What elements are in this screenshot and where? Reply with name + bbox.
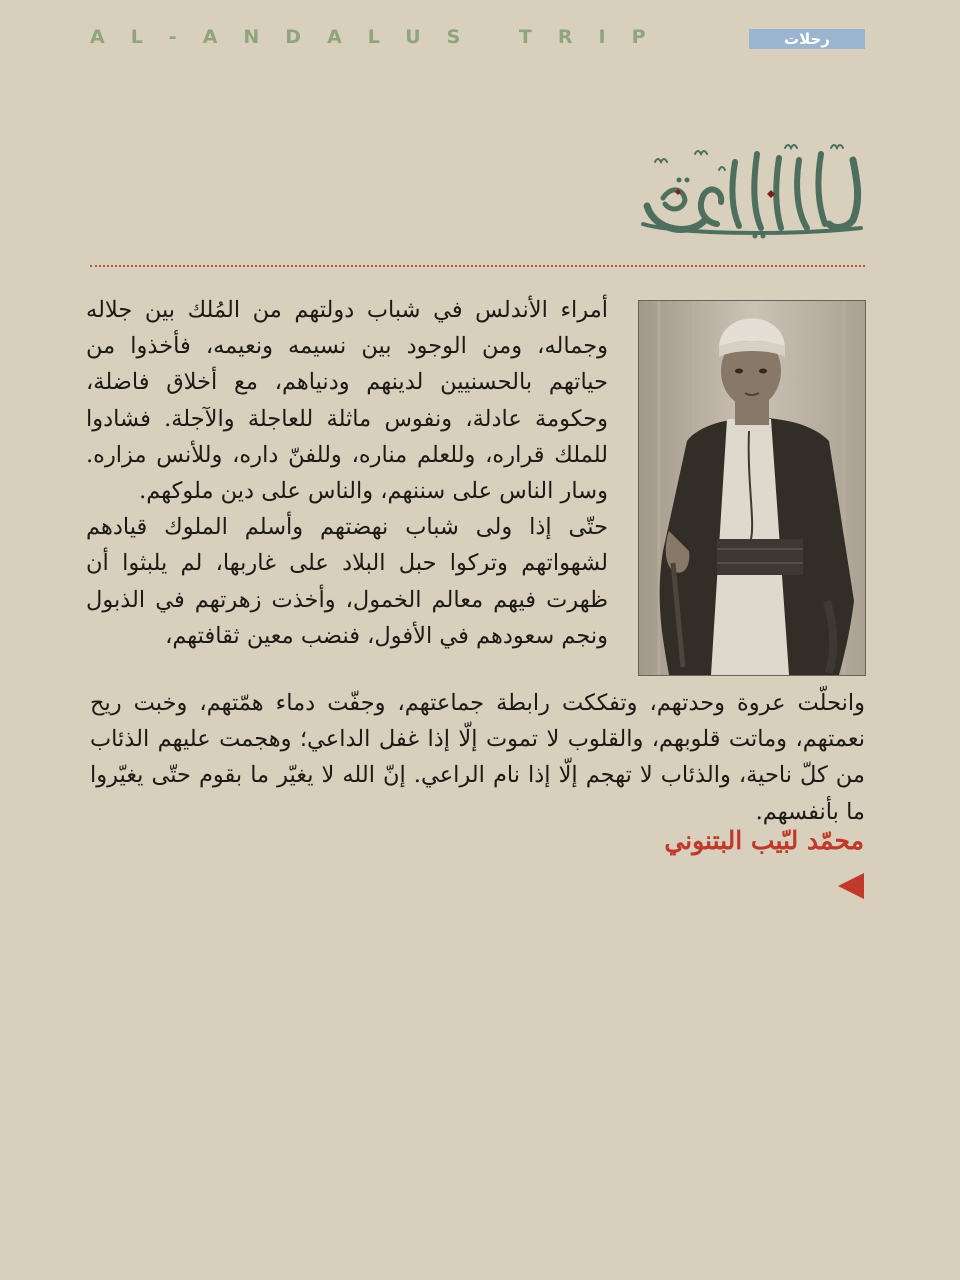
header-latin-title: AL-ANDALUS TRIP [90, 26, 672, 48]
title-divider [90, 265, 865, 267]
portrait-photo [638, 300, 866, 676]
author-name: محمّد لبّيب البتنوني [664, 826, 864, 855]
article-paragraph: وانحلّت عروة وحدتهم، وتفككت رابطة جماعتهم، وجفّت دماء همّتهم، وخبت ريح نعمتهم، وماتت قلوبهم، والقلوب لا تموت إلّا إذا غفل الداعي؛ وهجمت عليهم الذئاب من كلّ ناحية، والذئاب لا تهجم إلّا إذا نام الراعي. إنّ الله لا يغيّر ما بقوم حتّى يغيّروا ما بأنفسهم. [90, 690, 865, 825]
end-of-article-triangle-icon [838, 873, 864, 899]
article-body-full-width [90, 685, 865, 830]
article-paragraph: حتّى إذا ولى شباب نهضتهم وأسلم الملوك قيادهم لشهواتهم وتركوا حبل البلاد على غاربها، لم يلبثوا أن ظهرت فيهم معالم الخمول، وأخذت زهرتهم في الذبول ونجم سعودهم في الأفول، فنضب معين ثقافتهم، [86, 514, 608, 649]
header-section-tag: رحلات [749, 29, 865, 49]
article-paragraph: أمراء الأندلس في شباب دولتهم من المُلك بين جلاله وجماله، ومن الوجود بين نسيمه ونعيمه، فأخذوا من حياتهم بالحسنيين لدينهم ودنياهم، مع أخلاق فاضلة، وحكومة عادلة، ونفوس ماثلة للعاجلة والآجلة. فشادوا للملك قراره، وللعلم مناره، وللفنّ داره، وللأنس مزاره. وسار الناس على سننهم، والناس على دين ملوكهم. [86, 297, 608, 505]
article-body-column [86, 292, 608, 654]
running-header [90, 26, 865, 50]
calligraphy-title-logo [635, 140, 867, 240]
